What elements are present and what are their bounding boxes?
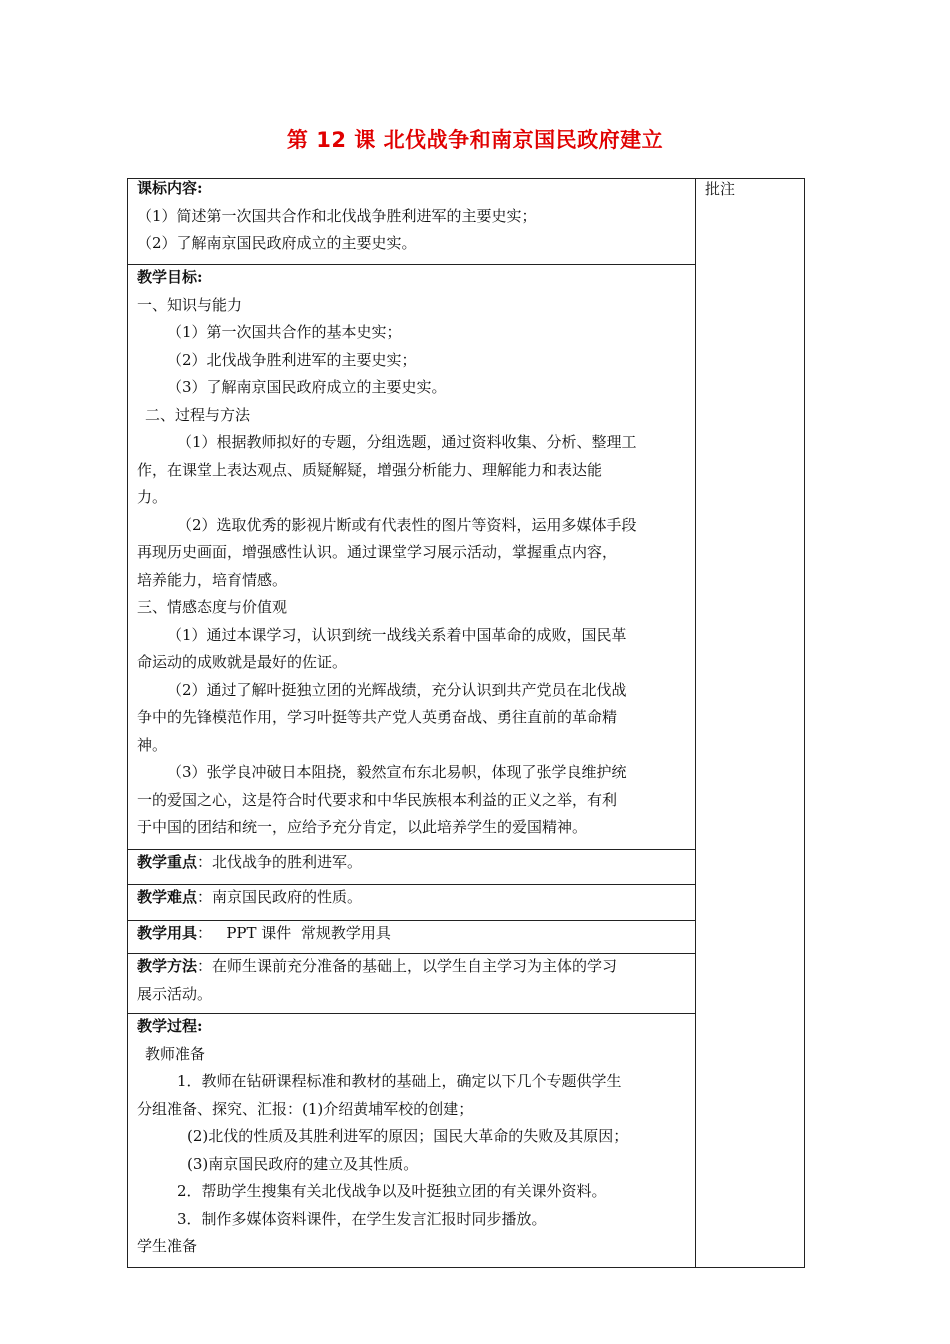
paragraph-line: （1）根据教师拟好的专题，分组选题，通过资料收集、分析、整理工 (177, 433, 637, 451)
paragraph-line: 作，在课堂上表达观点、质疑解疑，增强分析能力、理解能力和表达能 (137, 460, 603, 479)
paragraph-line: 一的爱国之心，这是符合时代要求和中华民族根本利益的正义之举，有利 (137, 790, 618, 809)
objectives-heading: 教学目标: (137, 268, 203, 286)
column-divider (695, 179, 696, 1267)
paragraph-line: 命运动的成败就是最好的佐证。 (137, 653, 348, 671)
paragraph-line: 再现历史画面，增强感性认识。通过课堂学习展示活动，掌握重点内容， (137, 543, 618, 561)
process-heading: 教学过程: (137, 1017, 203, 1035)
process-cell (137, 1013, 685, 1261)
process-step: 3．制作多媒体资料课件，在学生发言汇报时同步播放。 (177, 1209, 547, 1228)
paragraph-line: 于中国的团结和统一，应给予充分肯定，以此培养学生的爱国精神。 (137, 818, 588, 836)
objective-item: （2）北伐战争胜利进军的主要史实； (167, 350, 417, 369)
process-step: 1．教师在钻研课程标准和教材的基础上，确定以下几个专题供学生 (177, 1072, 622, 1090)
process-step: 2．帮助学生搜集有关北伐战争以及叶挺独立团的有关课外资料。 (177, 1182, 607, 1200)
objective-item: （1）第一次国共合作的基本史实； (167, 323, 402, 341)
section-title: 一、知识与能力 (137, 295, 243, 314)
paragraph-line: （1）通过本课学习，认识到统一战线关系着中国革命的成败，国民革 (167, 625, 627, 644)
curriculum-item: （1）简述第一次国共合作和北伐战争胜利进军的主要史实； (137, 206, 537, 225)
lesson-plan-table (127, 178, 805, 1268)
paragraph-line: （2）选取优秀的影视片断或有代表性的图片等资料，运用多媒体手段 (177, 515, 637, 534)
process-substep: (3)南京国民政府的建立及其性质。 (187, 1154, 419, 1173)
method-continuation: 展示活动。 (137, 984, 213, 1003)
key-point-cell (137, 849, 685, 877)
method-label: 教学方法 (137, 957, 198, 975)
section-title: 三、情感态度与价值观 (137, 598, 288, 616)
paragraph-line: 力。 (137, 488, 168, 506)
teacher-prep-title: 教师准备 (145, 1044, 206, 1063)
tools-value: ： PPT 课件 常规教学用具 (197, 924, 391, 942)
tools-cell (137, 920, 685, 948)
curriculum-cell (137, 175, 685, 258)
method-cell (137, 953, 685, 1008)
section-title: 二、过程与方法 (145, 405, 251, 424)
paragraph-line: 培养能力，培育情感。 (137, 570, 288, 589)
paragraph-line: （3）张学良冲破日本阻挠，毅然宣布东北易帜，体现了张学良维护统 (167, 763, 627, 781)
key-point-label: 教学重点 (137, 853, 198, 871)
process-step: 分组准备、探究、汇报：(1)介绍黄埔军校的创建； (137, 1099, 474, 1118)
paragraph-line: 争中的先锋模范作用，学习叶挺等共产党人英勇奋战、勇往直前的革命精 (137, 708, 618, 726)
objective-item: （3）了解南京国民政府成立的主要史实。 (167, 378, 447, 396)
curriculum-heading: 课标内容: (137, 179, 203, 197)
key-point-value: ：北伐战争的胜利进军。 (197, 853, 363, 871)
difficulty-label: 教学难点 (137, 888, 198, 906)
process-substep: (2)北伐的性质及其胜利进军的原因；国民大革命的失败及其原因； (187, 1127, 629, 1145)
curriculum-item: （2）了解南京国民政府成立的主要史实。 (137, 234, 417, 252)
student-prep-title: 学生准备 (137, 1237, 198, 1255)
method-value: ：在师生课前充分准备的基础上，以学生自主学习为主体的学习 (197, 957, 618, 975)
objectives-cell (137, 264, 685, 842)
difficulty-value: ：南京国民政府的性质。 (197, 888, 363, 906)
paragraph-line: （2）通过了解叶挺独立团的光辉战绩，充分认识到共产党员在北伐战 (167, 680, 627, 699)
paragraph-line: 神。 (137, 735, 168, 754)
page-title: 第 12 课 北伐战争和南京国民政府建立 (286, 128, 664, 152)
notes-column-header: 批注 (705, 180, 736, 198)
tools-label: 教学用具 (137, 924, 198, 942)
difficulty-cell (137, 884, 685, 912)
